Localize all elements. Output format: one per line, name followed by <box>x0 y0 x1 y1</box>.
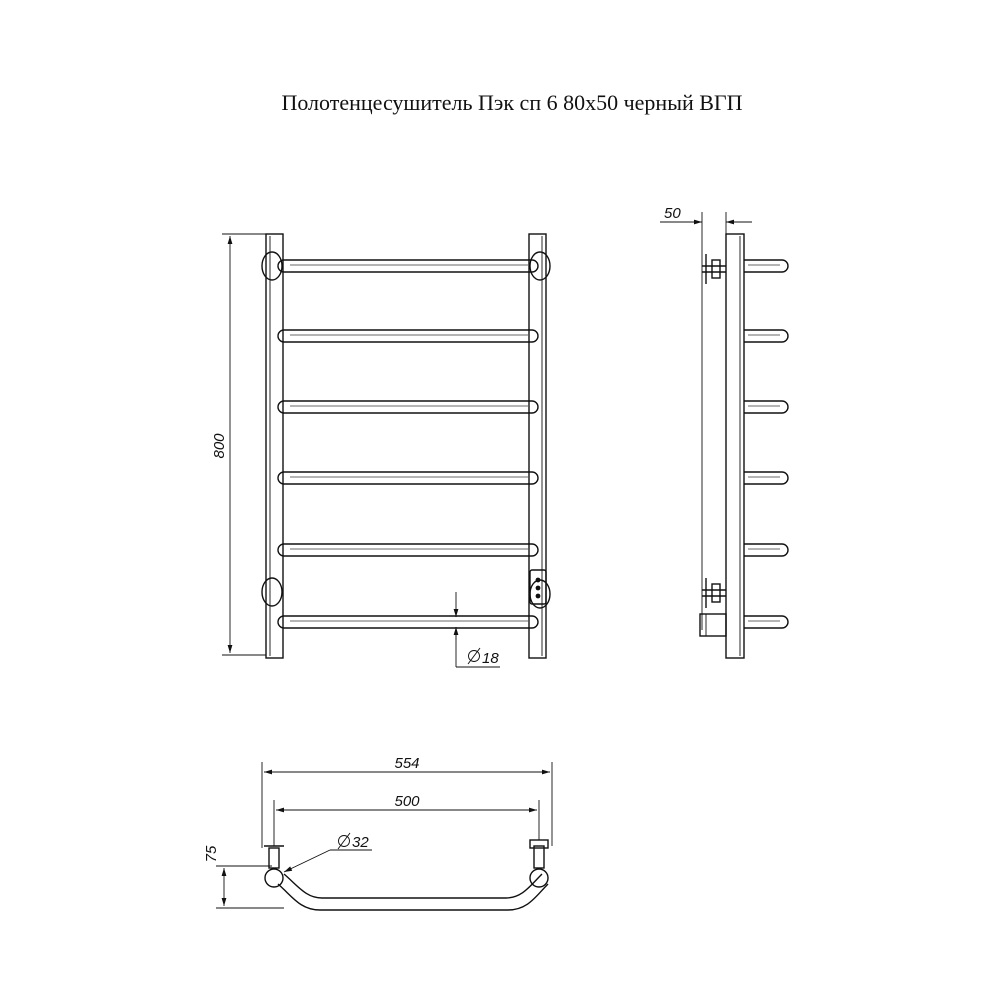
side-rung-stub <box>744 260 788 272</box>
side-view <box>660 205 788 658</box>
rung <box>278 330 538 342</box>
left-post <box>266 234 283 658</box>
main-diameter-label: 32 <box>352 834 369 851</box>
height-dimension-label: 800 <box>211 433 228 459</box>
side-rung-stub <box>744 401 788 413</box>
left-pipe-end <box>265 869 283 887</box>
rungs <box>278 260 538 628</box>
top-rail-outer <box>278 884 548 910</box>
top-rail-inner <box>284 874 542 898</box>
rung <box>278 472 538 484</box>
side-rung-stub <box>744 544 788 556</box>
top-view <box>203 755 552 910</box>
side-rung-stub <box>744 616 788 628</box>
side-post <box>726 234 744 658</box>
side-top-bracket <box>702 254 726 284</box>
side-rungs <box>744 260 788 628</box>
side-rung-stub <box>744 330 788 342</box>
front-view <box>211 234 550 667</box>
side-power-plug <box>700 614 726 636</box>
left-bottom-mount <box>262 578 282 606</box>
rung <box>278 544 538 556</box>
right-top-mount <box>530 252 550 280</box>
depth-label: 75 <box>203 845 220 863</box>
tube-diameter-label: 18 <box>482 650 499 667</box>
left-top-mount <box>262 252 282 280</box>
rung <box>278 260 538 272</box>
overall-width-label: 554 <box>394 755 420 772</box>
rung <box>278 616 538 628</box>
drawing-title: Полотенцесушитель Пэк сп 6 80х50 черный ВГП <box>281 90 743 115</box>
center-distance-label: 500 <box>394 793 420 810</box>
side-bottom-bracket <box>702 578 726 608</box>
wall-offset-label: 50 <box>664 205 681 222</box>
side-rung-stub <box>744 472 788 484</box>
rung <box>278 401 538 413</box>
